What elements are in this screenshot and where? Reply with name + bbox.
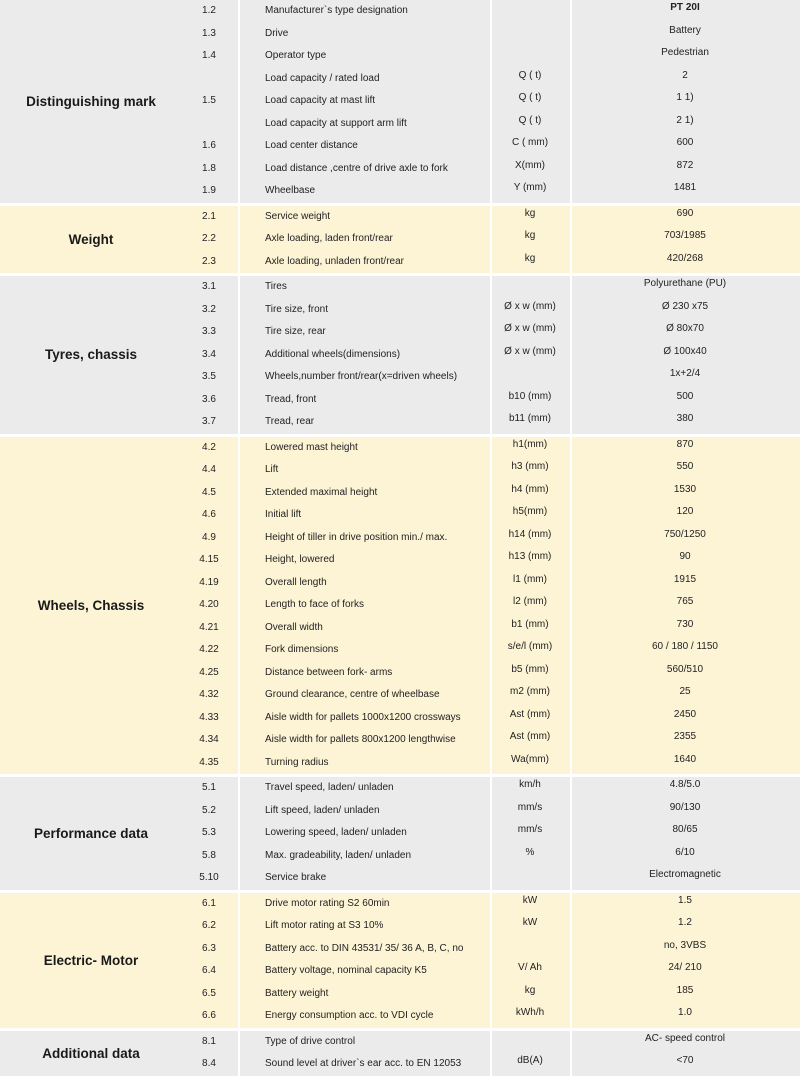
row-description: Wheels,number front/rear(x=driven wheels) [265,371,458,382]
row-unit: h5(mm) [512,506,548,517]
row-unit: % [525,846,535,858]
section-cells [180,206,800,274]
section-title: Tyres, chassis [44,347,138,363]
section-cells [180,0,800,203]
row-code: 4.15 [199,554,219,565]
row-description: Battery voltage, nominal capacity K5 [265,965,427,976]
row-code: 1.5 [202,95,216,106]
row-code: 3.6 [202,393,216,405]
row-unit: Ø x w (mm) [504,323,556,334]
row-value: AC- speed control [644,1032,726,1044]
row-unit: m2 (mm) [510,686,550,697]
table-row [180,482,800,505]
row-unit: l1 (mm) [513,573,547,585]
table-row [180,572,800,595]
row-value: 500 [676,390,694,402]
row-code: 4.22 [199,644,219,655]
row-value: 1 1) [676,92,694,103]
row-value: 1915 [673,573,697,585]
row-value: 25 [679,686,691,697]
row-description: Turning radius [265,756,329,768]
row-description: Load distance ,centre of drive axle to fork [265,162,448,174]
row-description: Length to face of forks [265,599,364,610]
row-unit: Ø x w (mm) [504,300,556,312]
row-description: Overall length [265,576,327,588]
section-cells [180,777,800,890]
table-row [180,1005,800,1028]
row-unit: Ast (mm) [509,731,551,742]
spec-section [0,206,800,274]
row-code: 4.2 [202,441,216,453]
table-row [180,45,800,68]
row-unit: dB(A) [517,1055,543,1066]
row-value: 420/268 [666,252,704,264]
spec-section [0,276,800,434]
table-row [180,845,800,868]
row-description: Load capacity at support arm lift [265,117,407,129]
row-description: Distance between fork- arms [265,666,393,678]
spec-section [0,0,800,203]
row-value: 1481 [673,182,697,193]
row-value: Battery [669,24,701,36]
table-row [180,23,800,46]
row-code: 3.1 [202,281,216,292]
row-unit: kg [524,252,536,264]
row-code: 5.8 [202,849,216,861]
row-unit: b11 (mm) [508,413,552,424]
table-row [180,822,800,845]
row-code: 4.5 [202,486,216,498]
section-cells [180,1031,800,1076]
table-row [180,893,800,916]
row-value: 1530 [673,483,697,495]
row-code: 4.21 [199,621,219,633]
row-value: 1640 [673,753,697,765]
row-value: Polyurethane (PU) [643,278,727,289]
row-value: 765 [676,596,694,607]
table-row [180,135,800,158]
row-code: 6.4 [202,965,216,976]
row-value: 1.2 [678,917,692,928]
table-row [180,915,800,938]
row-value: 1.0 [678,1007,692,1018]
row-description: Tread, rear [265,416,315,427]
row-unit: kg [524,207,536,219]
row-description: Lift [265,464,279,475]
table-row [180,344,800,367]
row-code: 6.3 [202,942,216,954]
row-code: 4.20 [199,599,219,610]
table-row [180,68,800,91]
section-cells [180,276,800,434]
row-description: Tire size, front [265,303,328,315]
row-unit: l2 (mm) [513,596,547,607]
row-unit: b10 (mm) [508,390,552,402]
row-description: Lowered mast height [265,441,358,453]
row-code: 2.1 [202,210,216,222]
row-unit: X(mm) [515,159,545,171]
table-row [180,983,800,1006]
row-value: 1.5 [678,894,692,906]
row-value: 185 [676,984,694,996]
row-description: Aisle width for pallets 1000x1200 crossways [265,711,461,723]
row-description: Drive [265,27,289,39]
table-row [180,1031,800,1054]
table-row [180,504,800,527]
row-unit: kW [522,917,538,928]
row-unit: b5 (mm) [511,663,549,675]
row-description: Aisle width for pallets 800x1200 lengthwise [265,734,456,745]
row-code: 6.1 [202,897,216,909]
row-description: Lift speed, laden/ unladen [265,804,380,816]
table-row [180,389,800,412]
row-description: Sound level at driver`s ear acc. to EN 12053 [265,1058,462,1069]
row-value: Electromagnetic [649,869,721,880]
table-row [180,639,800,662]
row-description: Axle loading, laden front/rear [265,233,393,244]
row-code: 5.10 [199,872,219,883]
row-value: Ø 230 x75 [661,300,709,312]
row-code: 8.1 [202,1035,216,1047]
row-value: 4.8/5.0 [669,779,701,790]
row-unit: s/e/l (mm) [507,641,553,652]
row-value: PT 20I [670,2,700,13]
spec-section [0,893,800,1028]
table-row [180,411,800,434]
row-code: 1.6 [202,140,216,151]
row-description: Energy consumption acc. to VDI cycle [265,1010,434,1021]
row-code: 8.4 [202,1058,216,1069]
row-unit: mm/s [517,824,543,835]
row-value: Ø 100x40 [663,345,707,357]
section-title: Weight [68,231,114,247]
section-cells [180,893,800,1028]
row-unit: h3 (mm) [511,461,549,472]
row-unit: kg [524,230,536,241]
row-description: Overall width [265,621,323,633]
row-value: 600 [676,137,694,148]
row-description: Wheelbase [265,185,316,196]
row-value: 24/ 210 [668,962,702,973]
row-code: 4.33 [199,711,219,723]
row-unit: Q ( t) [518,69,542,81]
spec-section [0,437,800,775]
table-row [180,180,800,203]
row-description: Drive motor rating S2 60min [265,897,390,909]
row-code: 4.32 [199,689,219,700]
row-description: Axle loading, unladen front/rear [265,255,404,267]
row-code: 3.7 [202,416,216,427]
row-unit: Y (mm) [513,182,547,193]
table-row [180,321,800,344]
row-value: 550 [676,461,694,472]
row-description: Load capacity at mast lift [265,95,376,106]
row-description: Extended maximal height [265,486,378,498]
table-row [180,437,800,460]
row-value: <70 [676,1055,694,1066]
row-unit: Ø x w (mm) [504,345,556,357]
row-unit: V/ Ah [518,962,542,973]
row-code: 1.9 [202,185,216,196]
row-value: 80/65 [672,824,698,835]
table-row [180,684,800,707]
table-row [180,752,800,775]
row-code: 3.5 [202,371,216,382]
row-unit: kW [522,894,538,906]
row-code: 5.3 [202,827,216,838]
row-code: 3.4 [202,348,216,360]
row-description: Tread, front [265,393,317,405]
row-code: 5.2 [202,804,216,816]
table-row [180,617,800,640]
row-description: Operator type [265,50,327,61]
row-code: 1.4 [202,50,216,61]
spec-section [0,777,800,890]
row-code: 1.3 [202,27,216,39]
row-description: Additional wheels(dimensions) [265,348,401,360]
row-description: Height, lowered [265,554,335,565]
row-description: Service brake [265,872,327,883]
table-row [180,938,800,961]
row-code: 1.2 [202,5,216,16]
table-row [180,299,800,322]
row-value: no, 3VBS [663,939,707,951]
row-description: Battery acc. to DIN 43531/ 35/ 36 A, B, C, no [265,942,464,954]
row-value: 2355 [673,731,697,742]
row-code: 4.6 [202,509,216,520]
row-description: Service weight [265,210,331,222]
row-value: 1x+2/4 [669,368,701,379]
row-unit: h13 (mm) [508,551,552,562]
row-value: 750/1250 [664,528,706,540]
section-title: Performance data [33,825,149,841]
spec-section [0,1031,800,1076]
table-row [180,549,800,572]
section-title: Additional data [42,1045,140,1061]
table-row [180,113,800,136]
table-row [180,777,800,800]
row-unit: kg [524,984,536,996]
row-description: Height of tiller in drive position min./ max. [265,531,448,543]
row-code: 6.6 [202,1010,216,1021]
table-row [180,251,800,274]
row-value: 730 [676,618,694,630]
row-description: Max. gradeability, laden/ unladen [265,849,412,861]
row-code: 4.34 [199,734,219,745]
section-title: Wheels, Chassis [37,597,145,613]
table-row [180,366,800,389]
row-description: Manufacturer`s type designation [265,5,408,16]
row-value: 690 [676,207,694,219]
row-code: 6.2 [202,920,216,931]
row-value: 2 [682,69,688,81]
table-row [180,206,800,229]
row-description: Ground clearance, centre of wheelbase [265,689,440,700]
row-unit: C ( mm) [511,137,549,148]
row-unit: Ast (mm) [509,708,551,720]
table-row [180,707,800,730]
row-description: Initial lift [265,509,302,520]
row-description: Tire size, rear [265,326,326,337]
table-row [180,276,800,299]
row-code: 5.1 [202,782,216,793]
table-row [180,1053,800,1076]
table-row [180,527,800,550]
row-code: 4.19 [199,576,219,588]
section-title: Distinguishing mark [26,93,156,109]
table-row [180,960,800,983]
row-description: Load center distance [265,140,358,151]
row-description: Type of drive control [265,1035,356,1047]
row-value: 90/130 [669,801,701,813]
row-unit: h1(mm) [512,438,548,450]
row-unit: b1 (mm) [511,618,549,630]
row-description: Lowering speed, laden/ unladen [265,827,407,838]
table-row [180,729,800,752]
row-value: 2 1) [676,114,694,126]
row-description: Lift motor rating at S3 10% [265,920,384,931]
table-row [180,0,800,23]
row-code: 2.3 [202,255,216,267]
row-code: 3.2 [202,303,216,315]
row-code: 6.5 [202,987,216,999]
row-value: 120 [676,506,694,517]
row-unit: Q ( t) [518,114,542,126]
row-code: 4.35 [199,756,219,768]
table-row [180,90,800,113]
row-description: Battery weight [265,987,329,999]
table-row [180,867,800,890]
table-row [180,594,800,617]
row-value: 90 [679,551,691,562]
row-description: Travel speed, laden/ unladen [265,782,394,793]
row-description: Load capacity / rated load [265,72,380,84]
row-code: 4.4 [202,464,216,475]
row-code: 4.25 [199,666,219,678]
row-unit: h4 (mm) [511,483,549,495]
table-row [180,800,800,823]
row-code: 2.2 [202,233,216,244]
row-value: Ø 80x70 [666,323,704,334]
row-value: 380 [676,413,694,424]
table-row [180,662,800,685]
row-unit: h14 (mm) [508,528,552,540]
section-title: Electric- Motor [43,952,139,968]
row-description: Tires [265,281,287,292]
row-value: 6/10 [675,846,695,858]
row-value: Pedestrian [661,47,709,58]
row-code: 1.8 [202,162,216,174]
table-row [180,459,800,482]
row-value: 2450 [673,708,697,720]
row-code: 4.9 [202,531,216,543]
row-description: Fork dimensions [265,644,339,655]
row-unit: Q ( t) [518,92,542,103]
row-value: 870 [676,438,694,450]
row-unit: mm/s [517,801,543,813]
row-unit: kWh/h [515,1007,545,1018]
row-value: 60 / 180 / 1150 [652,641,718,652]
table-row [180,158,800,181]
row-unit: km/h [519,779,541,790]
section-cells [180,437,800,775]
row-value: 560/510 [666,663,704,675]
table-row [180,228,800,251]
row-value: 872 [676,159,694,171]
row-value: 703/1985 [664,230,706,241]
row-code: 3.3 [202,326,216,337]
row-unit: Wa(mm) [511,753,549,765]
